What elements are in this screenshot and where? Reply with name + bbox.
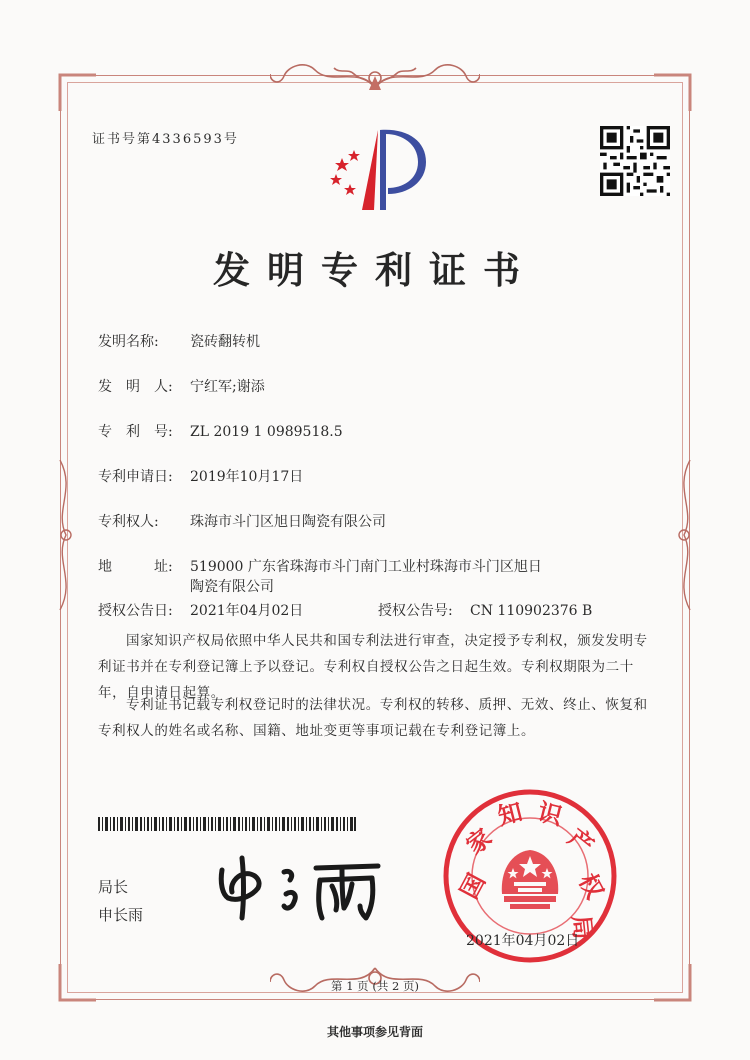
corner-ornament-top-right bbox=[652, 73, 692, 113]
svg-text:权: 权 bbox=[573, 870, 608, 904]
svg-text:家: 家 bbox=[462, 824, 498, 861]
statement-paragraph-1: 国家知识产权局依照中华人民共和国专利法进行审查，决定授予专利权，颁发发明专利证书并在专利登记簿上予以登记。专利权自授权公告之日起生效。专利权期限为二十年，自申请日起算。 bbox=[98, 633, 648, 701]
director-name: 申长雨 bbox=[98, 906, 144, 924]
field-value: 2021年04月02日 bbox=[190, 603, 304, 619]
field-label: 发 明 人: bbox=[98, 379, 173, 395]
field-value: 宁红军;谢添 bbox=[190, 379, 265, 395]
field-label: 地 址: bbox=[98, 559, 173, 575]
field-address bbox=[98, 556, 542, 576]
certificate-number: 证书号第4336593号 bbox=[92, 132, 239, 147]
corner-ornament-top-left bbox=[58, 73, 98, 113]
field-label: 授权公告日: bbox=[98, 603, 173, 619]
field-grant-date bbox=[98, 600, 303, 620]
svg-text:局: 局 bbox=[566, 913, 596, 941]
field-patent-number bbox=[98, 421, 343, 441]
field-inventor bbox=[98, 376, 265, 396]
field-application-date bbox=[98, 466, 303, 486]
field-patentee bbox=[98, 511, 386, 531]
seal-date: 2021年04月02日 bbox=[466, 933, 580, 949]
certificate-title: 发明专利证书 bbox=[213, 248, 537, 292]
field-value: CN 110902376 B bbox=[470, 603, 593, 619]
field-address-line2: 陶瓷有限公司 bbox=[190, 579, 274, 595]
field-grant-number bbox=[378, 600, 592, 620]
field-label: 授权公告号: bbox=[378, 603, 453, 619]
field-label: 专 利 号: bbox=[98, 424, 173, 440]
field-label: 专利申请日: bbox=[98, 469, 173, 485]
right-ornament bbox=[670, 460, 700, 610]
patent-office-logo-icon bbox=[322, 124, 442, 214]
svg-text:知: 知 bbox=[495, 799, 526, 831]
page-number: 第 1 页 (共 2 页) bbox=[331, 979, 419, 993]
field-value: ZL 2019 1 0989518.5 bbox=[190, 424, 343, 440]
svg-text:识: 识 bbox=[534, 799, 565, 831]
field-value: 519000 广东省珠海市斗门南门工业村珠海市斗门区旭日 bbox=[190, 559, 542, 575]
barcode-icon bbox=[98, 817, 356, 831]
footer-note: 其他事项参见背面 bbox=[326, 1025, 423, 1039]
left-ornament bbox=[50, 460, 80, 610]
field-label: 专利权人: bbox=[98, 514, 159, 530]
director-title: 局长 bbox=[98, 878, 129, 896]
field-invention-name bbox=[98, 331, 260, 351]
field-label: 发明名称: bbox=[98, 334, 159, 350]
svg-text:产: 产 bbox=[562, 824, 598, 861]
director-signature bbox=[214, 852, 384, 924]
field-value: 瓷砖翻转机 bbox=[190, 334, 260, 350]
field-value: 2019年10月17日 bbox=[190, 469, 304, 485]
svg-text:国: 国 bbox=[456, 870, 491, 904]
top-ornament bbox=[270, 56, 480, 96]
qr-code-icon bbox=[600, 126, 670, 196]
field-value: 珠海市斗门区旭日陶瓷有限公司 bbox=[190, 514, 386, 530]
statement-paragraph-2: 专利证书记载专利权登记时的法律状况。专利权的转移、质押、无效、终止、恢复和专利权人的姓名或名称、国籍、地址变更等事项记载在专利登记簿上。 bbox=[98, 697, 648, 739]
